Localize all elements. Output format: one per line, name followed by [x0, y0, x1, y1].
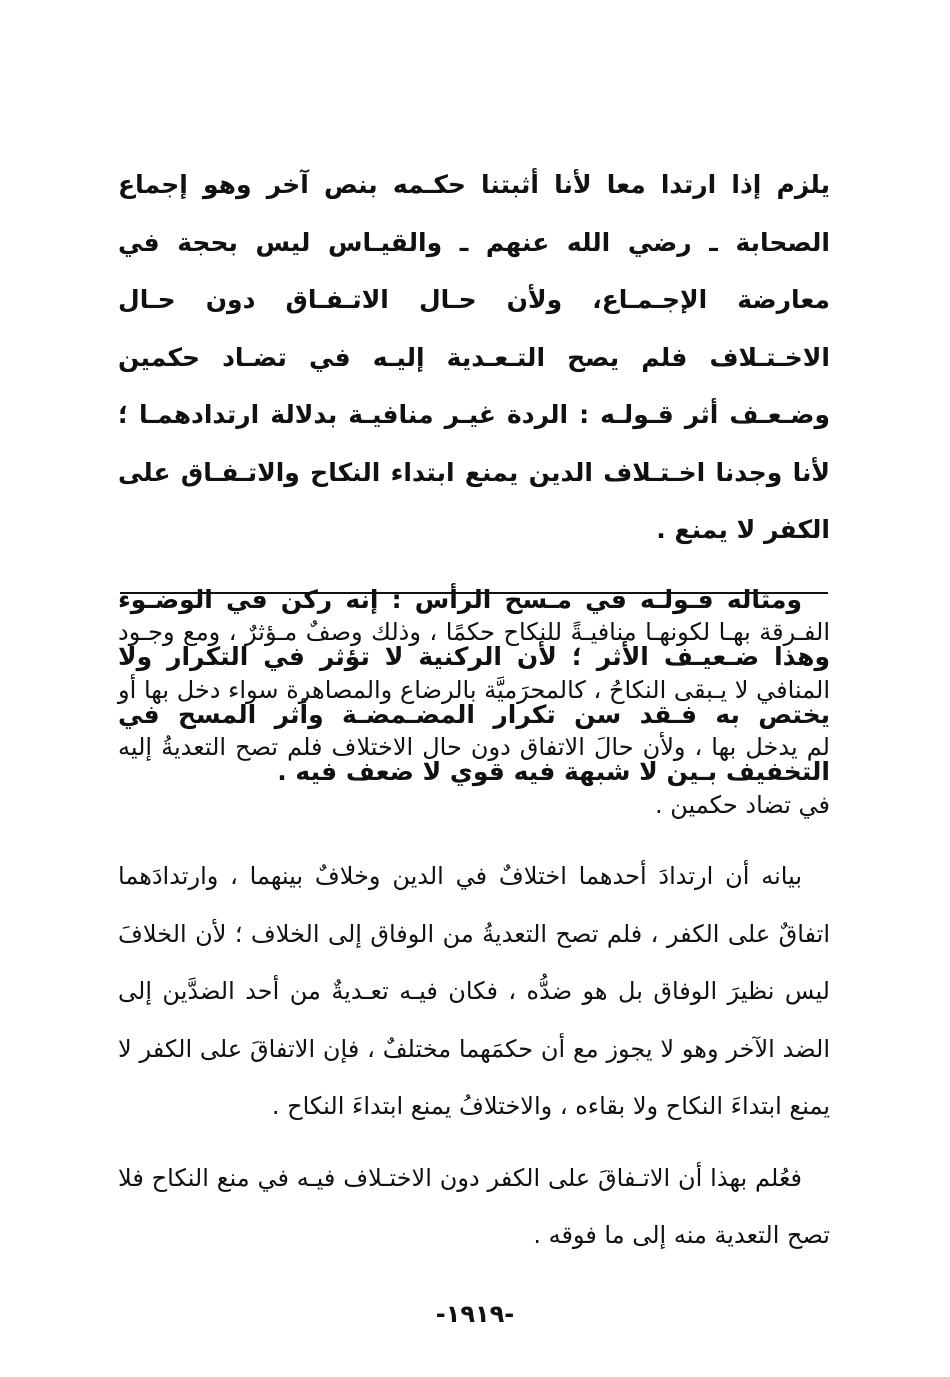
- main-paragraph: ومثاله قـولـه في مـسح الرأس : إنه ركن في الوضـوء وهذا ضـعيـف الأثر ؛ لأن الركنية لا تؤثر في التكرار ولا يختص به فـقد سن تكرار المضـمضـة وأثر المسح في التخفيف بـين لا شبهة فيه قوي لا ضعف فيه .: [118, 584, 830, 786]
- commentary-text: [118, 604, 830, 1265]
- commentary-paragraph: فعُلم بهذا أن الاتـفاقَ على الكفر دون الاختـلاف فيـه في منع النكاح فلا تصح التعدية منه إلى ما فوقه .: [118, 1163, 830, 1249]
- footnote-divider: [120, 592, 828, 594]
- main-paragraph: يلزم إذا ارتدا معا لأنا أثبتنا حكـمه بنص آخر وهو إجماع الصحابة ـ رضي الله عنهم ـ والقيـاس ليس بحجة في معارضة الإجـمـاع، ولأن حـال الاتـفـاق دون حـال الاخـتـلاف فلم يصح التـعـدية إليـه في تضـاد حكمين وضـعـف أثر قـولـه : الردة غيـر منافيـة بدلالة ارتدادهمـا ؛ لأنا وجدنا اخـتـلاف الدين يمنع ابتداء النكاح والاتـفـاق على الكفر لا يمنع .: [118, 170, 830, 544]
- commentary-paragraph: بيانه أن ارتدادَ أحدهما اختلافٌ في الدين وخلافٌ بينهما ، وارتدادَهما اتفاقٌ على الكفر ، فلم تصح التعديةُ من الوفاق إلى الخلاف ؛ لأن الخلافَ ليس نظيرَ الوفاق بل هو ضدُّه ، فكان فيـه تعـديةٌ من أحد الضدَّين إلى الضد الآخر وهو لا يجوز مع أن حكمَهما مختلفٌ ، فإن الاتفاقَ على الكفر لا يمنع ابتداءَ النكاح ولا بقاءه ، والاختلافُ يمنع ابتداءَ النكاح .: [118, 862, 830, 1120]
- page-number: -١٩١٩-: [435, 1300, 515, 1328]
- commentary-paragraph: الفـرقة بهـا لكونهـا منافيـةً للنكاح حكمًا ، وذلك وصفٌ مـؤثرٌ ، ومع وجـود المنافي لا يـبقى النكاحُ ، كالمحرَميَّة بالرضاع والمصاهرة سواء دخل بها أو لم يدخل بها ، ولأن حالَ الاتفاق دون حال الاختلاف فلم تصح التعديةُ إليه في تضاد حكمين .: [118, 618, 830, 819]
